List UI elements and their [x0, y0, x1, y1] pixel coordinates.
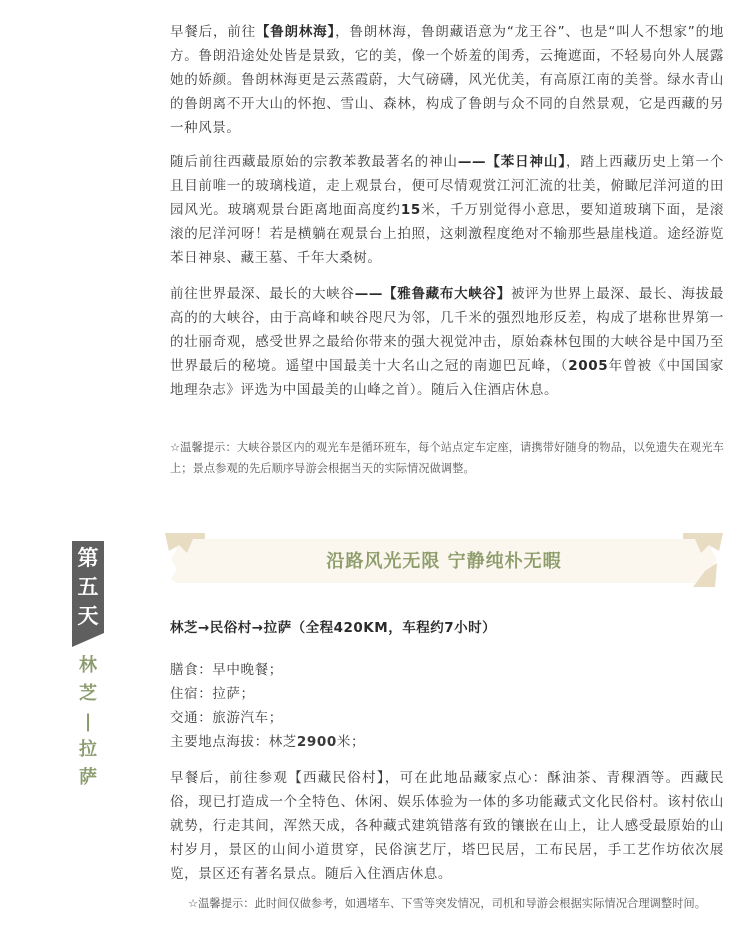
highlight-lulang: 【鲁朗林海】: [255, 24, 336, 40]
route-title: 林芝→民俗村→拉萨（全程420KM，车程约7小时）: [170, 620, 497, 636]
day-label-box: 第 五 天: [72, 541, 104, 633]
tip-note-time: ☆温馨提示：此时间仅做参考，如遇堵车、下雪等突发情况，司机和导游会根据实际情况合理调整时间。: [188, 897, 707, 910]
transport-line: 交通：旅游汽车；: [170, 710, 283, 726]
paragraph-folk-village: 早餐后，前往参观【西藏民俗村】，可在此地品藏家点心：酥油茶、青稞酒等。西藏民俗，现已打造成一个全特色、休闲、娱乐体验为一体的多功能藏式文化民俗村。该村依山就势，行走其间，浑然天成，各种藏式建筑错落有致的镶嵌在山上，让人感受最原始的山村岁月，景区的山间小道贯穿，民俗演艺厅，塔巴民居，工布民居，手工艺作坊依次展览，景区还有著名景点。随后入住酒店休息。: [170, 770, 724, 882]
day-banner: [165, 533, 723, 587]
banner-title: 沿路风光无限 宁静纯朴无暇: [326, 551, 562, 572]
altitude-line: 主要地点海拔：林芝2900米；: [170, 734, 366, 750]
paragraph-lulang-forest: 早餐后，前往【鲁朗林海】，鲁朗林海，鲁朗藏语意为“龙王谷”、也是“叫人不想家”的地方。鲁朗沿途处处皆是景致，它的美，像一个娇羞的闺秀，云掩遮面，不轻易向外人展露她的娇颜。鲁朗林海更是云蒸霞蔚，大气磅礴，风光优美，有高原江南的美誉。绿水青山的鲁朗离不开大山的怀抱、雪山、森林，构成了鲁朗与众不同的自然景观，它是西藏的另一种风景。: [170, 24, 724, 136]
paragraph-yarlung-canyon: 前往世界最深、最长的大峡谷——【雅鲁藏布大峡谷】被评为世界上最深、最长、海拔最高的的大峡谷，由于高峰和峡谷咫尺为邻，几千米的强烈地形反差，构成了堪称世界第一的壮丽奇观，感受世界之最给你带来的强大视觉冲击，原始森林包围的大峡谷是中国乃至世界最后的秘境。遥望中国最美十大名山之冠的南迦巴瓦峰，（2005年曾被《中国国家地理杂志》评选为中国最美的山峰之首）。随后入住酒店休息。: [170, 286, 724, 398]
tip-note-canyon: ☆温馨提示：大峡谷景区内的观光车是循环班车，每个站点定车定座，请携带好随身的物品，以免遗失在观光车上；景点参观的先后顺序导游会根据当天的实际情况做调整。: [170, 441, 724, 475]
highlight-benri: 【苯日神山】: [486, 154, 566, 170]
day-label-tail: [72, 633, 104, 647]
lodging-line: 住宿：拉萨；: [170, 686, 255, 702]
day-route-vertical: 林 芝 | 拉 萨: [79, 655, 97, 788]
highlight-yarlung: 【雅鲁藏布大峡谷】: [382, 286, 511, 302]
meals-line: 膳食：早中晚餐；: [170, 662, 283, 678]
paragraph-benri-mountain: 随后前往西藏最原始的宗教苯教最著名的神山——【苯日神山】，踏上西藏历史上第一个且目前唯一的玻璃栈道，走上观景台，便可尽情观赏江河汇流的壮美，俯瞰尼洋河道的田园风光。玻璃观景台距离地面高度约15米，千万别觉得小意思，要知道玻璃下面，是滚滚的尼洋河呀！若是横躺在观景台上拍照，这刺激程度绝对不输那些悬崖栈道。途经游览苯日神泉、藏王墓、千年大桑树。: [170, 154, 724, 266]
